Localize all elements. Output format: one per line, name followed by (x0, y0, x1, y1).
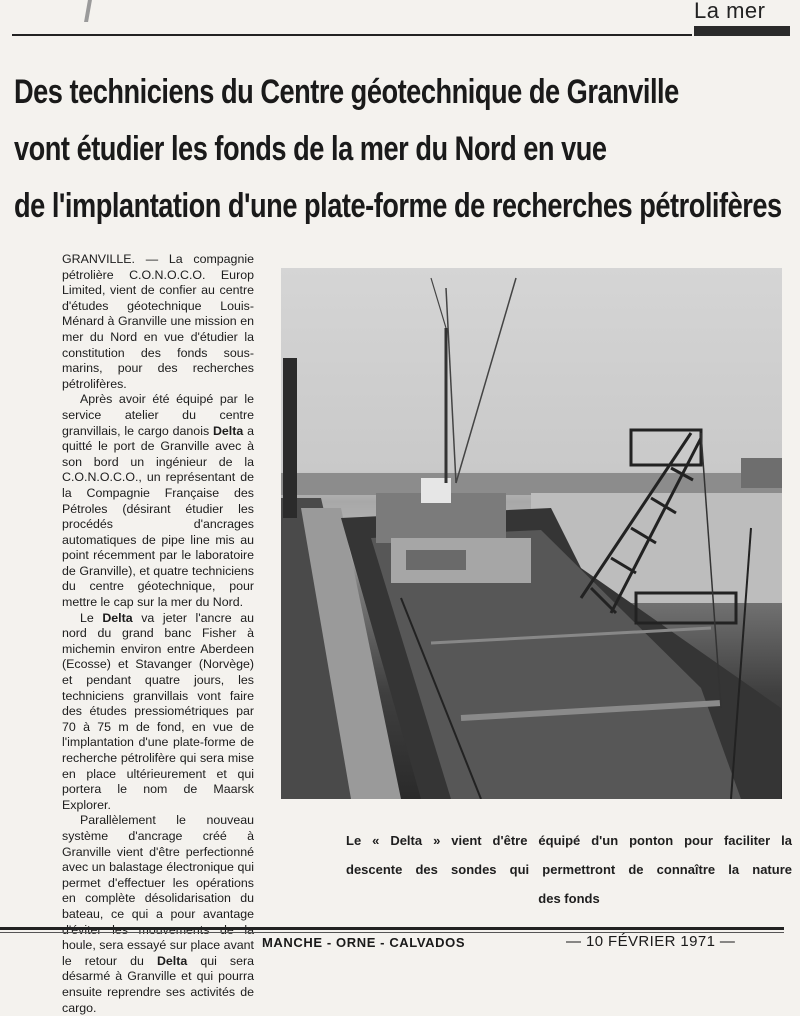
text-run: Le (80, 610, 103, 625)
caption-line-2: descente des sondes qui permettront de connaître la nature (346, 862, 792, 877)
scan-mark (84, 0, 92, 22)
text-run: qui sera désarmé à Granville et qui pourra ensuite reprendre ses activités de cargo. (62, 953, 255, 1015)
section-tag: La mer (694, 0, 766, 23)
article-paragraph-4 (62, 813, 254, 1016)
headline-line-1: Des techniciens du Centre géotechnique de Granville (14, 73, 679, 111)
text-run: Parallèlement le nouveau système d'ancrage créé à Granville vient d'être perfectionné avec un balastage électronique qui permet d'effectuer les opérations en complète désolidarisation du bateau, ce qui a pour avantage houle, sera essayé sur place avant le retour du (62, 813, 254, 968)
headline (14, 64, 794, 235)
article-paragraph-1: GRANVILLE. — La compagnie pétrolière C.O.N.O.C.O. Europ Limited, vient de confier au centre d'études géotechnique Louis-Ménard à Granville une mission en mer du Nord en vue d'étudier la constitution des fonds sous-marins, pour des recherches pétrolifères. (62, 252, 254, 391)
footer-region: MANCHE - ORNE - CALVADOS (262, 935, 466, 950)
section-bar (694, 26, 790, 36)
article-body (62, 252, 254, 1016)
text-run: a quitté le port de Granville avec à son bord un ingénieur de la C.O.N.O.C.O., un représentant de la Compagnie Française des Pétroles (désirant étudier les procédés d'ancrages automatiques de pipe line mis au point récemment par le laboratoire de Granville), et quatre techniciens du centre géotechnique, pour mettre le cap sur la mer du Nord. (62, 423, 254, 610)
text-run: va jeter l'ancre au nord du grand banc Fisher à michemin environ entre Aberdeen (Ecosse) et Stavanger (Norvège) et pendant quatre jours, les techniciens granvillais vont faire des études pressiométriques par 70 à 75 m de fond, en vue de l'implantation d'une plate-forme de recherche pétrolifère qui sera mise en place ultérieurement et qui portera le nom de Maarsk Explorer. (62, 610, 254, 812)
article-paragraph-2 (62, 392, 254, 610)
caption-line-1: Le « Delta » vient d'être équipé d'un ponton pour faciliter la (346, 833, 792, 848)
ship-name: Delta (102, 610, 133, 625)
top-rule (12, 34, 692, 36)
headline-line-2: vont étudier les fonds de la mer du Nord en vue (14, 130, 607, 168)
ship-name: Delta (156, 953, 188, 968)
footer-date: — 10 FÉVRIER 1971 — (566, 933, 736, 950)
ship-photo-illustration (281, 268, 782, 799)
article-paragraph-3 (62, 611, 254, 814)
ship-name: Delta (212, 423, 244, 438)
text-run: Après avoir été équipé par le service atelier du centre granvillais, le cargo danois (62, 392, 254, 438)
footer-rule (0, 927, 784, 930)
headline-line-3: de l'implantation d'une plate-forme de recherches pétrolifères (14, 187, 782, 225)
ship-photo (281, 268, 782, 799)
photo-caption (346, 826, 792, 913)
caption-line-3: des fonds (538, 891, 600, 906)
